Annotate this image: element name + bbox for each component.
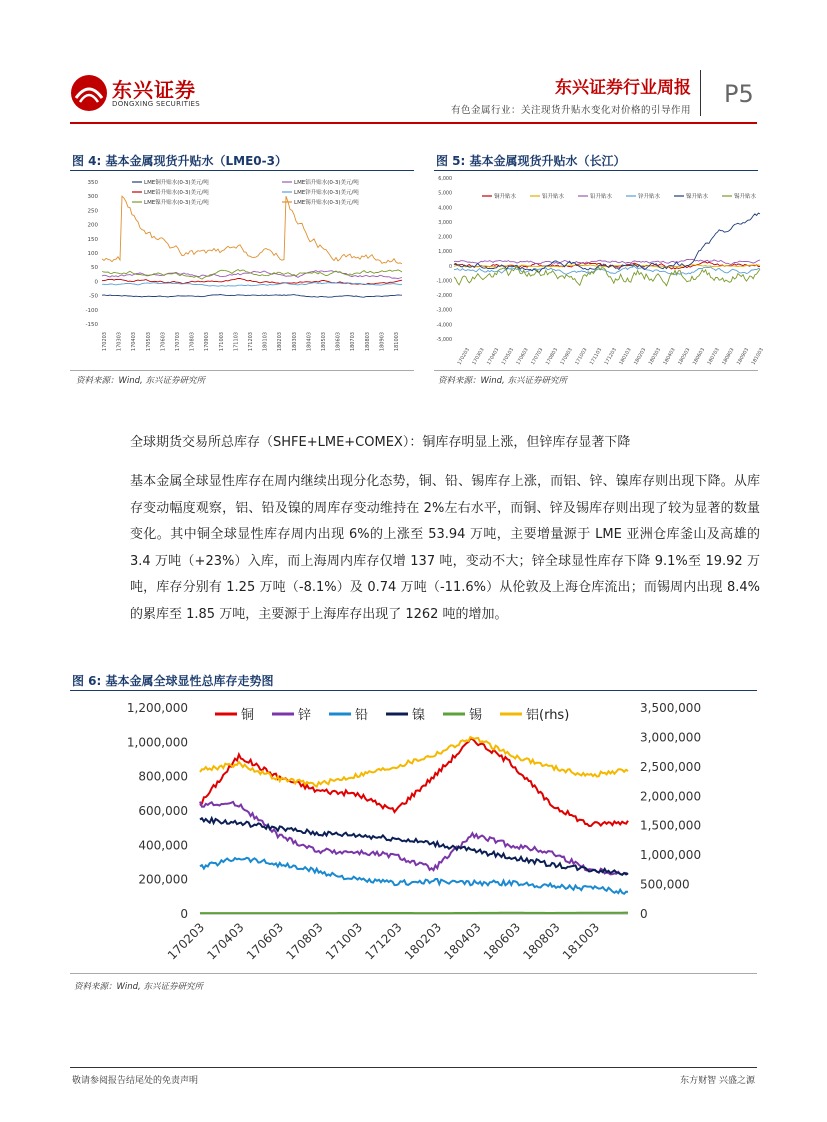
fig4-series-line <box>102 196 402 264</box>
fig5-xtick: 170703 <box>530 347 545 366</box>
fig4-ytick: -100 <box>85 307 98 314</box>
fig4-xtick: 171203 <box>248 332 254 352</box>
fig6-right-tick: 0 <box>640 907 648 921</box>
fig5-chart <box>432 174 765 370</box>
fig6-legend-label: 锡 <box>469 708 483 723</box>
fig4-chart <box>72 174 412 370</box>
fig6-xtick: 170603 <box>243 920 287 963</box>
report-title: 东兴证券行业周报 <box>555 78 691 98</box>
fig6-right-tick: 1,500,000 <box>640 818 702 833</box>
fig4-ytick: 250 <box>87 208 98 215</box>
fig4-xtick: 170303 <box>116 332 123 352</box>
fig6-title-rule <box>70 690 757 691</box>
fig6-xtick: 180803 <box>520 920 563 963</box>
fig4-xtick: 180803 <box>364 332 371 352</box>
report-subtitle: 有色金属行业：关注现货升贴水变化对价格的引导作用 <box>450 105 691 116</box>
fig5-xtick: 180303 <box>648 347 662 366</box>
fig5-ytick: 0 <box>448 264 452 270</box>
fig5-xtick: 170503 <box>501 347 515 366</box>
fig4-xtick: 171003 <box>218 332 225 352</box>
fig4-xtick: 180403 <box>306 332 313 352</box>
fig6-xtick: 170803 <box>283 920 326 963</box>
fig5-xtick: 171103 <box>589 347 604 366</box>
fig4-xtick: 170803 <box>189 332 196 352</box>
fig6-left-tick: 200,000 <box>138 872 188 887</box>
logo-emblem-icon <box>70 74 108 112</box>
fig6-series-line <box>200 818 628 875</box>
fig5-ytick: -4,000 <box>436 323 452 329</box>
fig5-xtick: 180203 <box>633 347 648 366</box>
header-divider <box>700 70 701 116</box>
fig6-xtick: 180403 <box>441 920 484 963</box>
fig4-ytick: 50 <box>91 265 98 272</box>
fig4-xtick: 180503 <box>321 332 327 352</box>
fig6-legend-label: 铜 <box>241 708 255 723</box>
fig4-ytick: 300 <box>87 194 98 201</box>
fig5-xtick: 170403 <box>486 347 501 366</box>
fig4-legend-label: LME铅升贴水(0-3)美元/吨 <box>144 190 209 196</box>
fig5-xtick: 180903 <box>736 347 751 366</box>
fig5-xtick: 180603 <box>692 347 707 366</box>
fig5-legend-label: 锡升贴水 <box>734 194 757 200</box>
fig5-legend-label: 铜升贴水 <box>494 194 517 200</box>
fig5-xtick: 170803 <box>545 347 560 366</box>
fig5-ytick: 4,000 <box>438 206 452 212</box>
fig6-series-line <box>200 737 628 787</box>
fig6-legend-label: 铅 <box>355 708 369 723</box>
fig4-xtick: 180603 <box>335 332 342 352</box>
fig5-xtick: 170203 <box>457 347 471 366</box>
fig5-ytick: -1,000 <box>436 279 452 285</box>
fig6-left-tick: 0 <box>180 907 188 921</box>
fig5-xtick: 180503 <box>677 347 692 366</box>
fig5-series-line <box>454 262 760 269</box>
fig4-xtick: 180903 <box>379 332 386 352</box>
fig5-title: 图 5: 基本金属现货升贴水（长江） <box>436 154 626 168</box>
logo-cn: 东兴证券 <box>112 78 196 102</box>
fig6-xtick: 180203 <box>401 920 445 963</box>
fig4-xtick: 170903 <box>204 332 211 352</box>
fig6-source: 资料来源：Wind, 东兴证券研究所 <box>74 982 203 992</box>
fig4-ytick: -150 <box>85 322 98 328</box>
fig4-title-rule <box>70 170 414 171</box>
fig6-left-tick: 400,000 <box>138 838 188 853</box>
fig6-right-tick: 2,000,000 <box>640 789 702 804</box>
fig4-xtick: 170403 <box>131 332 138 352</box>
fig4-xtick: 170703 <box>175 332 181 352</box>
fig6-left-tick: 1,000,000 <box>126 735 188 750</box>
fig5-xtick: 170303 <box>472 347 486 366</box>
fig6-legend-label: 铝(rhs) <box>526 708 570 723</box>
fig4-ytick: 350 <box>87 180 98 186</box>
section-heading: 全球期货交易所总库存（SHFE+LME+COMEX）：铜库存明显上涨，但锌库存显著下降 <box>130 435 631 450</box>
fig4-ytick: 150 <box>87 236 98 243</box>
fig4-title: 图 4: 基本金属现货升贴水（LME0-3） <box>72 154 287 168</box>
fig5-source: 资料来源：Wind, 东兴证券研究所 <box>438 376 567 386</box>
footer-slogan: 东方财智 兴盛之源 <box>680 1076 755 1086</box>
logo <box>70 72 210 116</box>
fig6-left-tick: 1,200,000 <box>126 701 188 715</box>
fig5-xtick: 181003 <box>751 347 765 366</box>
footer-disclaimer: 敬请参阅报告结尾处的免责声明 <box>72 1076 199 1086</box>
fig6-right-tick: 500,000 <box>640 877 690 892</box>
fig5-xtick: 180703 <box>707 347 721 366</box>
fig4-xtick: 180203 <box>277 332 284 352</box>
fig4-legend-label: LME锌升贴水(0-3)美元/吨 <box>294 190 359 196</box>
fig4-xtick: 180703 <box>350 332 357 352</box>
fig5-bottom-rule <box>434 370 758 371</box>
fig4-xtick: 170503 <box>145 332 152 352</box>
fig6-chart <box>100 694 720 972</box>
fig6-right-tick: 2,500,000 <box>640 759 702 774</box>
fig5-xtick: 180103 <box>619 347 633 366</box>
fig4-legend-label: LME铝升贴水(0-3)美元/吨 <box>294 180 359 186</box>
fig4-xtick: 180103 <box>262 332 269 352</box>
fig6-title: 图 6: 基本金属全球显性总库存走势图 <box>72 674 274 688</box>
fig5-series-line <box>454 213 760 273</box>
fig5-ytick: -3,000 <box>436 308 452 314</box>
page-number: P5 <box>724 80 754 108</box>
fig4-ytick: 200 <box>87 222 98 229</box>
fig5-ytick: 3,000 <box>438 220 452 226</box>
fig6-xtick: 180603 <box>480 920 524 963</box>
fig4-xtick: 170603 <box>160 332 167 352</box>
fig6-xtick: 171003 <box>322 920 366 963</box>
fig5-xtick: 180403 <box>663 347 677 366</box>
body-paragraph: 基本金属全球显性库存在周内继续出现分化态势，铜、铅、锡库存上涨，而铝、锌、镍库存则出现下降。从库存变动幅度观察，铝、铅及镍的周库存变动维持在 2%左右水平，而铜、锌及锡库存则出现了较为显著的数量变化。其中铜全球显性库存周内出现 6%的上涨至 53.94 万吨，主要增量源于 LME 亚洲仓库釜山及高雄的 3.4 万吨（+23%）入库，而上海周内库存仅增 137 吨，变动不大；锌全球显性库存下降 9.1%至 19.92 万吨，库存分别有 1.25 万吨（-8.1%）及 0.74 万吨（-11.6%）从伦敦及上海仓库流出；而锡周内出现 8.4%的累库至 1.85 万吨，主要源于上海库存出现了 1262 吨的增加。 <box>130 474 760 622</box>
fig5-xtick: 180803 <box>722 347 736 366</box>
fig4-series-line <box>102 271 402 279</box>
fig5-ytick: 6,000 <box>438 177 452 182</box>
fig5-ytick: -2,000 <box>436 294 452 300</box>
fig6-legend-label: 锌 <box>298 708 312 723</box>
fig5-ytick: 1,000 <box>438 250 452 256</box>
fig4-series-line <box>102 295 402 298</box>
fig5-xtick: 170903 <box>560 347 574 366</box>
fig4-legend-label: LME锡升贴水(0-3)美元/吨 <box>294 200 359 206</box>
fig6-series-line <box>200 739 628 827</box>
fig5-legend-label: 锌升贴水 <box>638 194 661 200</box>
fig4-legend-label: LME铜升贴水(0-3)美元/吨 <box>144 180 209 186</box>
fig5-legend-label: 镍升贴水 <box>686 194 709 200</box>
fig5-legend-label: 铝升贴水 <box>542 194 565 200</box>
fig6-right-tick: 3,000,000 <box>640 730 702 745</box>
fig5-ytick: 2,000 <box>438 235 452 241</box>
fig4-ytick: 100 <box>87 251 98 257</box>
fig4-xtick: 180303 <box>291 332 298 352</box>
fig6-xtick: 170203 <box>164 920 208 963</box>
fig6-left-tick: 800,000 <box>138 769 188 784</box>
fig4-legend-label: LME镍升贴水(0-3)美元/吨 <box>144 200 209 206</box>
fig6-left-tick: 600,000 <box>138 804 188 818</box>
fig4-xtick: 170203 <box>102 332 108 352</box>
fig6-series-line <box>200 913 628 914</box>
fig5-ytick: -5,000 <box>436 338 452 343</box>
fig4-ytick: -50 <box>89 293 98 300</box>
fig4-series-line <box>102 270 402 280</box>
fig4-ytick: 0 <box>94 279 98 286</box>
fig5-series-line <box>454 259 760 264</box>
fig5-xtick: 171003 <box>575 347 589 366</box>
fig4-xtick: 181003 <box>394 332 400 352</box>
fig5-xtick: 170603 <box>516 347 530 366</box>
footer-rule <box>70 1067 757 1068</box>
fig5-ytick: 5,000 <box>438 191 452 197</box>
fig6-xtick: 170403 <box>204 920 247 963</box>
fig5-legend-label: 铅升贴水 <box>590 194 613 200</box>
fig4-bottom-rule <box>70 370 414 371</box>
header-rule <box>70 122 757 124</box>
fig6-right-tick: 1,000,000 <box>640 848 702 863</box>
fig4-xtick: 171103 <box>233 332 240 352</box>
fig6-right-tick: 3,500,000 <box>640 701 702 715</box>
fig6-bottom-rule <box>70 973 757 974</box>
fig5-title-rule <box>434 170 758 171</box>
fig6-xtick: 171203 <box>362 920 405 963</box>
fig4-source: 资料来源：Wind, 东兴证券研究所 <box>76 376 205 386</box>
fig6-xtick: 181003 <box>559 920 603 963</box>
fig6-legend-label: 镍 <box>412 708 426 723</box>
logo-en: DONGXING SECURITIES <box>112 100 201 108</box>
fig5-xtick: 171203 <box>604 347 618 366</box>
